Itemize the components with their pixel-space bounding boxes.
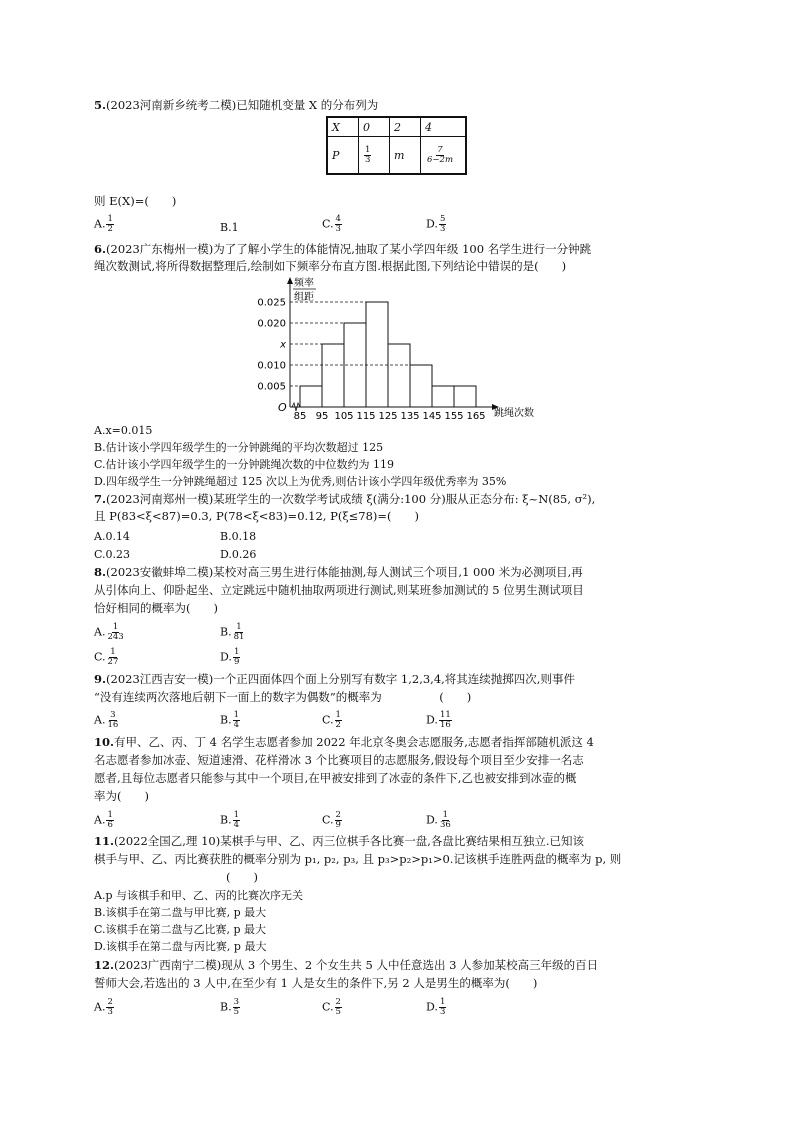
q9-number: 9.: [94, 672, 107, 686]
fraction-denominator: 16: [107, 720, 119, 730]
fraction-denominator: 4: [233, 820, 240, 830]
q7-stem-line-2: 且 P(83<ξ<87)=0.3, P(78<ξ<83)=0.12, P(ξ≤78)=( ): [94, 509, 420, 523]
origin-label: O: [278, 401, 287, 414]
q10-options: [94, 808, 714, 830]
q8-stem: (2023安徽蚌埠二模)某校对高三男生进行体能抽测,每人测试三个项目,1 000 米为必测项目,再: [106, 565, 583, 579]
histogram-bar: [432, 386, 454, 407]
fraction-denominator: 4: [233, 720, 240, 730]
option-label: C.: [322, 1000, 334, 1014]
table-cell: X: [327, 117, 359, 137]
x-tick-label: 135: [400, 411, 420, 422]
table-cell: 2: [390, 117, 421, 137]
histogram-bar: [300, 386, 322, 407]
y-tick-label: x: [280, 339, 286, 351]
fraction-denominator: 3: [107, 1007, 113, 1017]
x-tick-label: 155: [444, 411, 464, 422]
x-axis-label: 跳绳次数: [494, 408, 534, 419]
q5-option-b[interactable]: [220, 221, 239, 234]
option-label: B.: [220, 813, 232, 827]
fraction-numerator: 2: [335, 810, 341, 820]
table-cell: m: [390, 137, 421, 175]
q5-option-a[interactable]: [94, 215, 114, 234]
q10-option-c[interactable]: [322, 811, 342, 830]
q8-stem-line: [94, 565, 583, 580]
q12-stem-line-2: 誓师大会,若选出的 3 人中,在至少有 1 人是女生的条件下,另 2 人是男生的概率为( ): [94, 976, 538, 990]
option-label: A.: [94, 1000, 106, 1014]
q5-options: [94, 212, 714, 234]
fraction-denominator: 27: [107, 657, 119, 667]
fraction-numerator: 1: [365, 144, 371, 155]
fraction-numerator: 1: [233, 710, 240, 720]
option-label: B.: [220, 713, 232, 727]
q6-stem-line-2: 绳次数测试,将所得数据整理后,绘制如下频率分布直方图.根据此图,下列结论中错误的是( ): [94, 259, 567, 273]
q9-stem-line-2: “没有连续两次落地后朝下一面上的数字为偶数”的概率为 ( ): [94, 690, 472, 704]
y-tick-label: 0.020: [257, 318, 286, 330]
fraction-numerator: 5: [439, 214, 446, 224]
x-tick-label: 115: [356, 411, 376, 422]
table-cell: [421, 137, 467, 175]
option-label: B.: [220, 221, 232, 234]
option-label: A.: [94, 813, 106, 827]
option-label: D.: [220, 650, 232, 664]
q9-options: [94, 708, 714, 730]
q12-number: 12.: [94, 958, 115, 972]
y-label-top: 频率: [294, 278, 314, 289]
fraction-denominator: 81: [233, 632, 245, 642]
q8-options-row-2: [94, 645, 714, 667]
q12-stem: (2023广西南宁二模)现从 3 个男生、2 个女生共 5 人中任意选出 3 人参加某校高三年级的百日: [114, 958, 599, 972]
q6-option-a[interactable]: A.x=0.015: [94, 424, 153, 437]
fraction-numerator: 2: [335, 997, 341, 1007]
q7-stem: (2023河南郑州一模)某班学生的一次数学考试成绩 ξ(满分:100 分)服从正态分布: ξ~N(85, σ²),: [106, 492, 596, 506]
q6-option-c[interactable]: C.估计该小学四年级学生的一分钟跳绳次数的中位数约为 119: [94, 458, 395, 471]
option-label: C.: [322, 713, 334, 727]
q7-option-a[interactable]: A.0.14: [94, 530, 130, 543]
option-label: A.: [94, 713, 106, 727]
option-label: D.: [426, 713, 438, 727]
q11-option-d[interactable]: D.该棋手在第二盘与丙比赛, p 最大: [94, 940, 267, 953]
x-tick-label: 85: [293, 411, 307, 422]
q5-option-c[interactable]: [322, 215, 342, 234]
q11-stem-line-3: ( ): [226, 870, 258, 884]
q12-option-a[interactable]: [94, 998, 114, 1017]
option-label: C.: [322, 217, 334, 231]
q8-option-a[interactable]: [94, 623, 125, 642]
q7-option-b[interactable]: B.0.18: [220, 530, 257, 543]
y-tick-label: 0.025: [257, 297, 286, 309]
fraction-denominator: 36: [439, 820, 451, 830]
fraction-numerator: 1: [112, 622, 119, 632]
histogram-bar: [388, 344, 410, 407]
q12-option-d[interactable]: [426, 998, 446, 1017]
fraction-denominator: 16: [439, 720, 451, 730]
option-label: A.: [94, 625, 106, 639]
fraction-numerator: 1: [233, 647, 240, 657]
q9-option-a[interactable]: [94, 711, 119, 730]
option-label: C.: [322, 813, 334, 827]
q11-stem: (2022全国乙,理 10)某棋手与甲、乙、丙三位棋手各比赛一盘,各盘比赛结果相互独立.已知该: [114, 834, 585, 848]
q5-stem-line: [94, 98, 378, 113]
y-label-bottom: 组距: [294, 292, 314, 303]
q5-after: 则 E(X)=( ): [94, 194, 177, 208]
fraction-numerator: 1: [335, 710, 341, 720]
fraction-numerator: 3: [110, 710, 116, 720]
fraction-denominator: 6−2m: [427, 154, 453, 165]
q11-stem-line: [94, 834, 584, 849]
histogram-bars: [300, 302, 476, 407]
histogram-bar: [322, 344, 344, 407]
q10-stem-line-4: 率为( ): [94, 789, 149, 803]
y-tick-label: 0.010: [257, 360, 286, 372]
x-tick-label: 105: [334, 411, 354, 422]
histogram-bar: [410, 365, 432, 407]
table-cell: P: [327, 137, 359, 175]
fraction-numerator: 7: [437, 144, 443, 155]
q5-number: 5.: [94, 98, 107, 112]
q11-option-c[interactable]: C.该棋手在第二盘与乙比赛, p 最大: [94, 923, 267, 936]
option-label: D.: [426, 1000, 438, 1014]
option-label: C.: [94, 650, 106, 664]
fraction-numerator: 1: [442, 810, 449, 820]
fraction-numerator: 2: [107, 997, 113, 1007]
q10-stem-line: [94, 735, 594, 750]
q7-option-c[interactable]: C.0.23: [94, 548, 131, 561]
fraction-denominator: 2: [335, 720, 341, 730]
q11-option-a[interactable]: A.p 与该棋手和甲、乙、丙的比赛次序无关: [94, 889, 303, 902]
fraction-numerator: 1: [107, 810, 113, 820]
frequency-histogram: [250, 276, 560, 422]
option-label: B.: [220, 625, 232, 639]
q11-option-b[interactable]: B.该棋手在第二盘与甲比赛, p 最大: [94, 906, 267, 919]
q9-option-c[interactable]: [322, 711, 342, 730]
q8-option-b[interactable]: [220, 623, 245, 642]
x-tick-label: 95: [315, 411, 329, 422]
q6-stem-line: [94, 242, 591, 257]
q12-options: [94, 995, 714, 1017]
option-text: 1: [231, 221, 239, 234]
y-axis-arrow: [287, 277, 293, 284]
q11-stem-line-2: 棋手与甲、乙、丙比赛获胜的概率分别为 p₁, p₂, p₃, 且 p₃>p₂>p₁>0.记该棋手连胜两盘的概率为 p, 则: [94, 852, 622, 866]
q10-number: 10.: [94, 735, 115, 749]
q5-option-d[interactable]: [426, 215, 446, 234]
option-label: D.: [426, 217, 438, 231]
histogram-bar: [366, 302, 388, 407]
q5-distribution-table: [326, 116, 467, 175]
q9-stem-line: [94, 672, 575, 687]
histogram-x-ticks: [294, 411, 486, 422]
q10-stem: 有甲、乙、丙、丁 4 名学生志愿者参加 2022 年北京冬奥会志愿服务,志愿者指挥部随机派这 4: [114, 735, 594, 749]
q11-number: 11.: [94, 834, 115, 848]
fraction-numerator: 3: [233, 997, 240, 1007]
fraction-denominator: 3: [439, 1007, 446, 1017]
fraction-denominator: 6: [107, 820, 113, 830]
q8-options-row-1: [94, 620, 714, 642]
option-label: A.: [94, 217, 106, 231]
q6-number: 6.: [94, 242, 107, 256]
fraction-denominator: 5: [335, 1007, 341, 1017]
fraction-numerator: 1: [236, 622, 242, 632]
fraction-denominator: 9: [233, 657, 240, 667]
q12-option-b[interactable]: [220, 998, 240, 1017]
x-tick-label: 125: [378, 411, 398, 422]
q7-option-d[interactable]: D.0.26: [220, 548, 257, 561]
q12-stem-line: [94, 958, 598, 973]
q9-option-d[interactable]: [426, 711, 452, 730]
q9-stem: (2023江西吉安一模)一个正四面体四个面上分别写有数字 1,2,3,4,将其连续抛掷四次,则事件: [106, 672, 575, 686]
x-tick-label: 145: [422, 411, 442, 422]
q10-stem-line-2: 名志愿者参加冰壶、短道速滑、花样滑冰 3 个比赛项目的志愿服务,假设每个项目至少安排一名志: [94, 753, 584, 767]
fraction-numerator: 4: [335, 214, 341, 224]
table-cell: 0: [359, 117, 390, 137]
fraction-numerator: 1: [233, 810, 240, 820]
option-label: D.: [426, 813, 438, 827]
histogram-y-ticks: [257, 298, 286, 393]
x-tick-label: 165: [466, 411, 486, 422]
table-cell: [359, 137, 390, 175]
fraction-denominator: 9: [335, 820, 341, 830]
q8-stem-line-2: 从引体向上、仰卧起坐、立定跳远中随机抽取两项进行测试,则某班参加测试的 5 位男生测试项目: [94, 583, 584, 597]
q6-stem: (2023广东梅州一模)为了了解小学生的体能情况,抽取了某小学四年级 100 名学生进行一分钟跳: [106, 242, 592, 256]
q10-option-a[interactable]: [94, 811, 114, 830]
fraction-numerator: 1: [107, 214, 113, 224]
q8-option-c[interactable]: [94, 648, 119, 667]
histogram-bar: [454, 386, 476, 407]
fraction-denominator: 5: [233, 1007, 240, 1017]
q8-option-d[interactable]: [220, 648, 240, 667]
fraction-denominator: 3: [439, 224, 446, 234]
q10-stem-line-3: 愿者,且每位志愿者只能参与其中一个项目,在甲被安排到了冰壶的条件下,乙也被安排到冰壶的概: [94, 771, 577, 785]
fraction-denominator: 3: [365, 154, 371, 165]
q10-option-b[interactable]: [220, 811, 240, 830]
q9-option-b[interactable]: [220, 711, 240, 730]
table-cell: 4: [421, 117, 467, 137]
q6-option-b[interactable]: B.估计该小学四年级学生的一分钟跳绳的平均次数超过 125: [94, 441, 384, 454]
fraction-denominator: 3: [335, 224, 341, 234]
fraction-numerator: 11: [439, 710, 451, 720]
q8-number: 8.: [94, 565, 107, 579]
fraction-numerator: 1: [439, 997, 446, 1007]
fraction-denominator: 2: [107, 224, 113, 234]
q7-number: 7.: [94, 492, 107, 506]
q10-option-d[interactable]: [426, 811, 452, 830]
q12-option-c[interactable]: [322, 998, 342, 1017]
q7-stem-line: [94, 492, 595, 507]
y-tick-label: 0.005: [257, 381, 286, 393]
q5-stem: (2023河南新乡统考二模)已知随机变量 X 的分布列为: [106, 98, 379, 112]
option-label: B.: [220, 1000, 232, 1014]
fraction-denominator: 243: [107, 632, 124, 642]
fraction-numerator: 1: [110, 647, 116, 657]
q8-stem-line-3: 恰好相同的概率为( ): [94, 601, 218, 615]
q6-option-d[interactable]: D.四年级学生一分钟跳绳超过 125 次以上为优秀,则估计该小学四年级优秀率为 35%: [94, 475, 507, 488]
